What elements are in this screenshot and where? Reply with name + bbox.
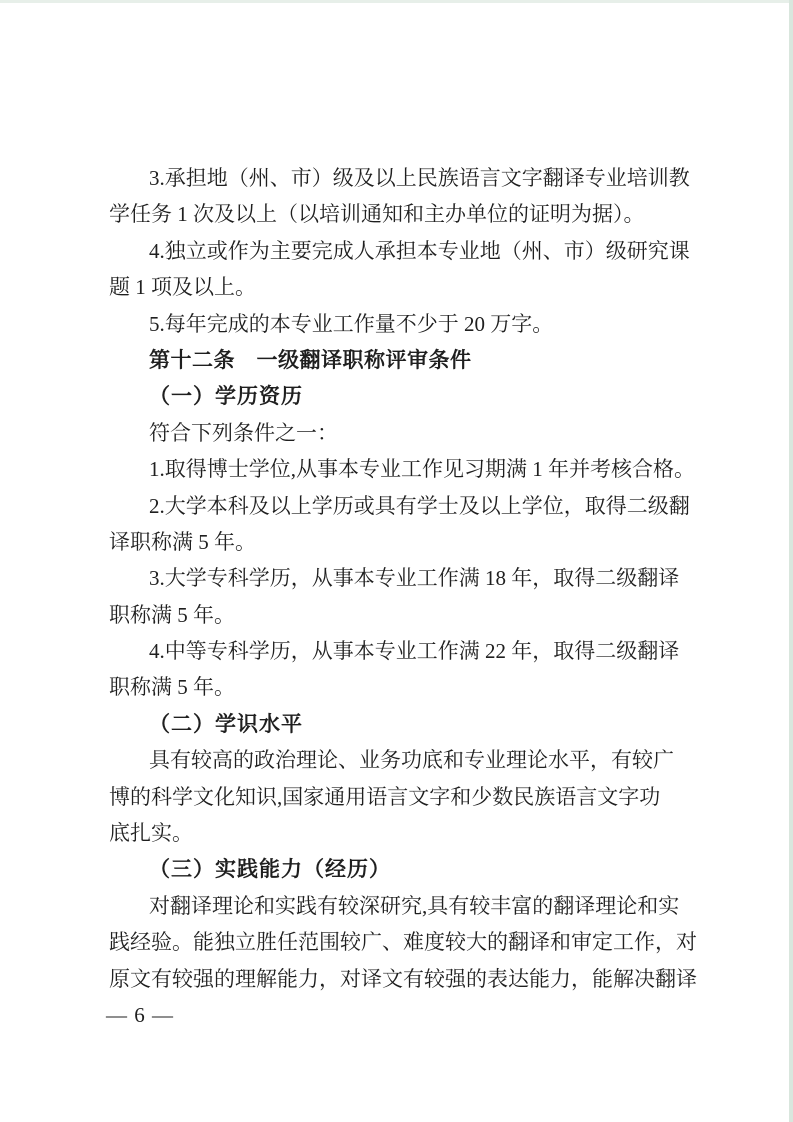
body-line: 4.中等专科学历，从事本专业工作满 22 年，取得二级翻译 bbox=[149, 639, 680, 664]
article-heading: 第十二条 一级翻译职称评审条件 bbox=[149, 347, 472, 372]
body-line: 践经验。能独立胜任范围较广、难度较大的翻译和审定工作，对 bbox=[109, 930, 697, 955]
body-line: 题 1 项及以上。 bbox=[109, 275, 256, 300]
body-line: 底扎实。 bbox=[109, 821, 193, 846]
body-line: 职称满 5 年。 bbox=[109, 675, 235, 700]
body-line: 译职称满 5 年。 bbox=[109, 529, 256, 554]
page-number: — 6 — bbox=[106, 1003, 174, 1027]
document-body bbox=[109, 160, 697, 997]
section-heading: （二）学识水平 bbox=[149, 711, 303, 736]
section-heading: （一）学历资历 bbox=[149, 384, 303, 409]
body-line: 具有较高的政治理论、业务功底和专业理论水平，有较广 bbox=[149, 748, 674, 773]
body-line: 学任务 1 次及以上（以培训通知和主办单位的证明为据）。 bbox=[109, 202, 645, 227]
body-line: 职称满 5 年。 bbox=[109, 602, 235, 627]
body-line: 博的科学文化知识,国家通用语言文字和少数民族语言文字功 bbox=[109, 784, 661, 809]
body-line: 原文有较强的理解能力，对译文有较强的表达能力，能解决翻译 bbox=[109, 966, 697, 991]
body-line: 对翻译理论和实践有较深研究,具有较丰富的翻译理论和实 bbox=[149, 893, 680, 918]
scan-edge-top bbox=[0, 0, 793, 3]
body-line: 3.承担地（州、市）级及以上民族语言文字翻译专业培训教 bbox=[149, 166, 690, 190]
body-line: 2.大学本科及以上学历或具有学士及以上学位，取得二级翻 bbox=[149, 493, 690, 518]
section-heading: （三）实践能力（经历） bbox=[149, 857, 391, 882]
body-line: 符合下列条件之一： bbox=[149, 420, 338, 445]
scan-edge-right bbox=[789, 0, 793, 1122]
body-line: 1.取得博士学位,从事本专业工作见习期满 1 年并考核合格。 bbox=[149, 457, 695, 482]
body-line: 4.独立或作为主要完成人承担本专业地（州、市）级研究课 bbox=[149, 238, 690, 263]
body-line: 5.每年完成的本专业工作量不少于 20 万字。 bbox=[149, 311, 554, 336]
body-line: 3.大学专科学历，从事本专业工作满 18 年，取得二级翻译 bbox=[149, 566, 680, 591]
